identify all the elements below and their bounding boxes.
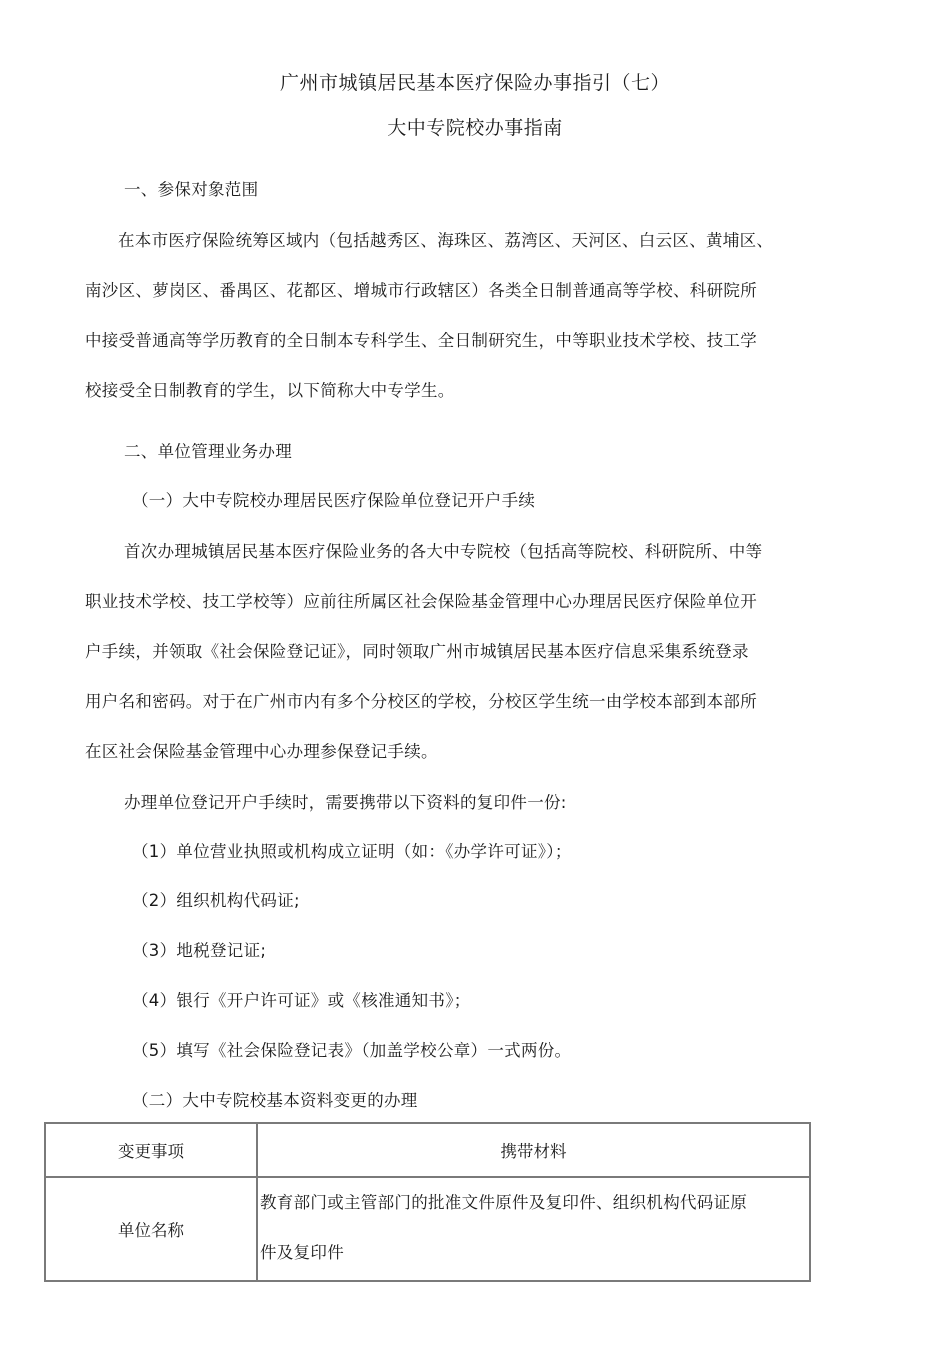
registration-paragraph-line: 用户名和密码。对于在广州市内有多个分校区的学校，分校区学生统一由学校本部到本部所 [85, 692, 757, 711]
materials-list-item: （1）单位营业执照或机构成立证明（如：《办学许可证》）； [132, 842, 572, 861]
materials-list-item: （2）组织机构代码证; [132, 891, 300, 910]
table-row [45, 1177, 810, 1281]
materials-list-item: （3）地税登记证; [132, 941, 267, 960]
section1-line: 在本市医疗保险统筹区域内（包括越秀区、海珠区、荔湾区、天河区、白云区、黄埔区、 [118, 231, 774, 250]
document-subtitle: 大中专院校办事指南 [387, 117, 563, 139]
materials-cell [257, 1177, 810, 1281]
section1-line: 校接受全日制教育的学生，以下简称大中专学生。 [85, 381, 455, 400]
section1-line: 中接受普通高等学历教育的全日制本专科学生、全日制研究生，中等职业技术学校、技工学 [85, 331, 757, 350]
materials-cell-line: 件及复印件 [260, 1243, 344, 1262]
section1-line: 南沙区、萝岗区、番禺区、花都区、增城市行政辖区）各类全日制普通高等学校、科研院所 [85, 281, 757, 300]
registration-paragraph-line: 在区社会保险基金管理中心办理参保登记手续。 [85, 742, 438, 761]
column-header-item: 变更事项 [45, 1123, 257, 1177]
registration-paragraph-line: 户手续，并领取《社会保险登记证》，同时领取广州市城镇居民基本医疗信息采集系统登录 [85, 642, 749, 661]
change-item-cell: 单位名称 [45, 1177, 257, 1281]
materials-intro: 办理单位登记开户手续时，需要携带以下资料的复印件一份: [124, 793, 567, 812]
section1-heading: 一、参保对象范围 [124, 180, 259, 199]
subsection1-heading: （一）大中专院校办理居民医疗保险单位登记开户手续 [132, 491, 536, 510]
document-title: 广州市城镇居民基本医疗保险办事指引（七） [279, 72, 670, 94]
subsection2-heading: （二）大中专院校基本资料变更的办理 [132, 1091, 418, 1110]
table-header-row [45, 1123, 810, 1177]
materials-cell-line: 教育部门或主管部门的批准文件原件及复印件、组织机构代码证原 [260, 1193, 748, 1212]
changes-table [44, 1122, 811, 1282]
materials-list-item: （5）填写《社会保险登记表》（加盖学校公章）一式两份。 [132, 1041, 572, 1060]
registration-paragraph-line: 首次办理城镇居民基本医疗保险业务的各大中专院校（包括高等院校、科研院所、中等 [124, 542, 763, 561]
section2-heading: 二、单位管理业务办理 [124, 442, 292, 461]
registration-paragraph-line: 职业技术学校、技工学校等）应前往所属区社会保险基金管理中心办理居民医疗保险单位开 [85, 592, 757, 611]
materials-list-item: （4）银行《开户许可证》或《核准通知书》； [132, 991, 471, 1010]
column-header-materials: 携带材料 [257, 1123, 810, 1177]
